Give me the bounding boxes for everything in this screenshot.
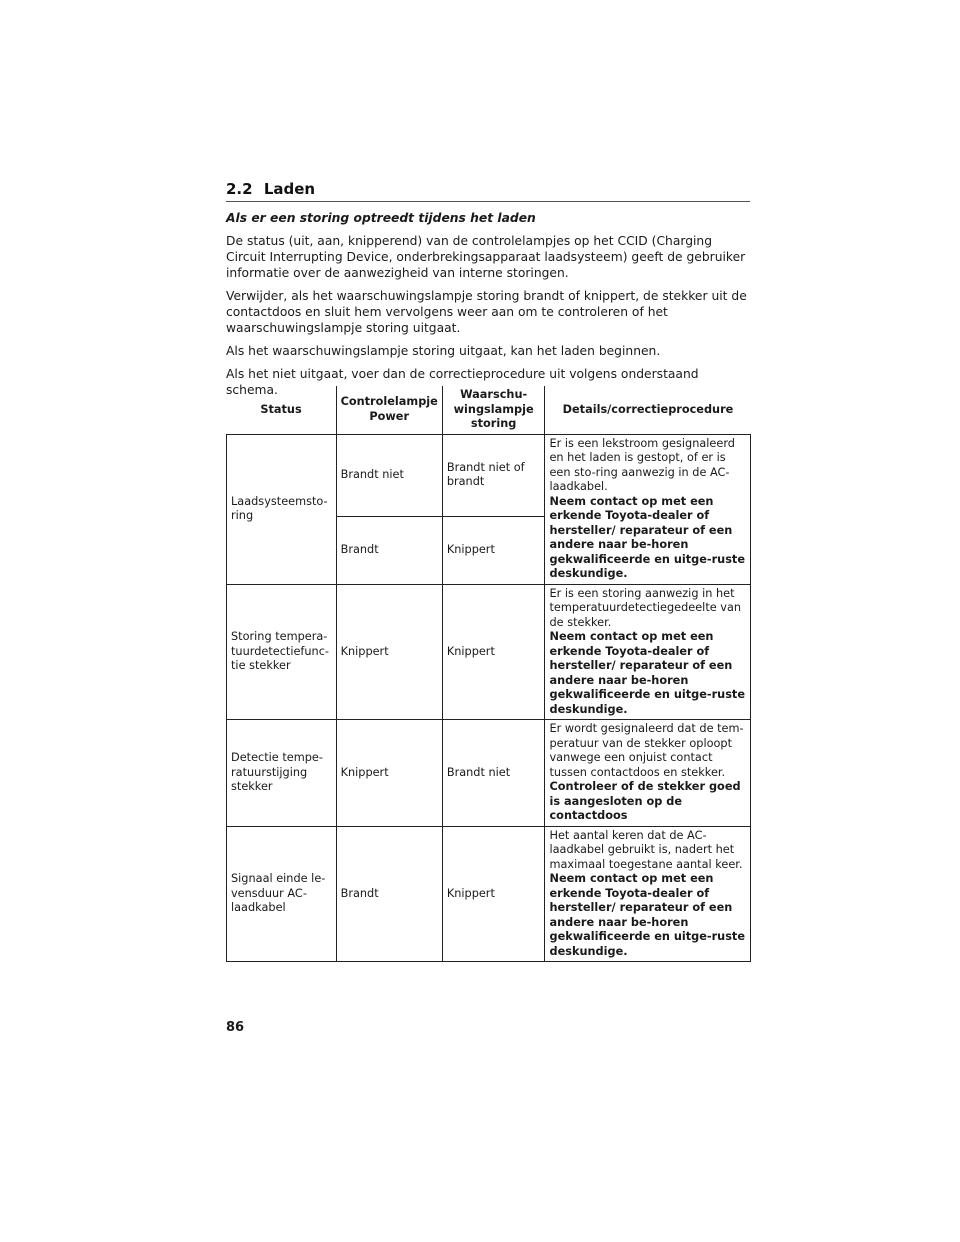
detail-cell [545, 720, 751, 827]
section-title: Laden [263, 180, 316, 198]
table-row [227, 584, 751, 720]
status-cell: Laadsysteemsto-ring [227, 434, 337, 584]
detail-text: Het aantal keren dat de AC-laadkabel gebruikt is, nadert het maximaal toegestane aantal keer. [549, 828, 743, 871]
paragraph: Als het waarschuwingslampje storing uitgaat, kan het laden beginnen. [226, 344, 661, 358]
power-cell: Brandt niet [336, 434, 442, 517]
table-row [227, 434, 751, 517]
detail-action: Neem contact op met een erkende Toyota-dealer of hersteller/ reparateur of een andere naar be-horen gekwalificeerde en uitge-ruste deskundige. [549, 630, 745, 716]
status-cell: Storing tempera-tuurdetectiefunc-tie stekker [227, 584, 337, 720]
power-cell: Knippert [336, 584, 442, 720]
detail-cell [545, 826, 751, 962]
detail-text: Er is een storing aanwezig in het temperatuurdetectiegedeelte van de stekker. [549, 586, 742, 629]
detail-text: Er wordt gesignaleerd dat de tem-peratuur van de stekker oploopt vanwege een onjuist contact tussen contactdoos en stekker. [549, 722, 744, 779]
table-header-row [227, 386, 751, 434]
warning-cell: Knippert [442, 826, 545, 962]
power-cell: Brandt [336, 517, 442, 584]
section-number: 2.2 [226, 180, 253, 198]
warning-cell: Knippert [442, 517, 545, 584]
detail-action: Neem contact op met een erkende Toyota-dealer of hersteller/ reparateur of een andere naar be-horen gekwalificeerde en uitge-ruste deskundige. [549, 872, 745, 958]
warning-cell: Brandt niet of brandt [442, 434, 545, 517]
detail-text: Er is een lekstroom gesignaleerd en het laden is gestopt, of er is een sto-ring aanwezig in de AC-laadkabel. [549, 436, 735, 493]
table-row [227, 720, 751, 827]
detail-cell [545, 434, 751, 584]
warning-cell: Knippert [442, 584, 545, 720]
body-text [226, 210, 750, 405]
detail-cell [545, 584, 751, 720]
warning-cell: Brandt niet [442, 720, 545, 827]
paragraph: Verwijder, als het waarschuwingslampje storing brandt of knippert, de stekker uit de contactdoos en sluit hem vervolgens weer aan om te controleren of het waarschuwingslampje storing uitgaat. [226, 289, 747, 335]
subsection-title: Als er een storing optreedt tijdens het laden [226, 211, 536, 225]
header-status: Status [227, 386, 337, 434]
paragraph: Als het niet uitgaat, voer dan de correctieprocedure uit volgens onderstaand schema. [226, 367, 699, 397]
section-header [226, 180, 750, 202]
status-cell: Signaal einde le-vensduur AC-laadkabel [227, 826, 337, 962]
power-cell: Knippert [336, 720, 442, 827]
header-details: Details/correctieprocedure [545, 386, 751, 434]
detail-action: Neem contact op met een erkende Toyota-dealer of hersteller/ reparateur of een andere naar be-horen gekwalificeerde en uitge-ruste deskundige. [549, 494, 745, 580]
status-cell: Detectie tempe-ratuurstijging stekker [227, 720, 337, 827]
page-number: 86 [226, 1020, 245, 1035]
table-row [227, 826, 751, 962]
detail-action: Controleer of de stekker goed is aangesloten op de contactdoos [549, 780, 741, 822]
status-table [226, 386, 751, 962]
header-warning-lamp: Waarschu-wingslampje storing [442, 386, 545, 434]
paragraph: De status (uit, aan, knipperend) van de controlelampjes op het CCID (Charging Circuit Interrupting Device, onderbrekingsapparaat laadsysteem) geeft de gebruiker informatie over de aanwezigheid van interne storingen. [226, 234, 746, 280]
power-cell: Brandt [336, 826, 442, 962]
header-power-lamp: Controlelampje Power [336, 386, 442, 434]
